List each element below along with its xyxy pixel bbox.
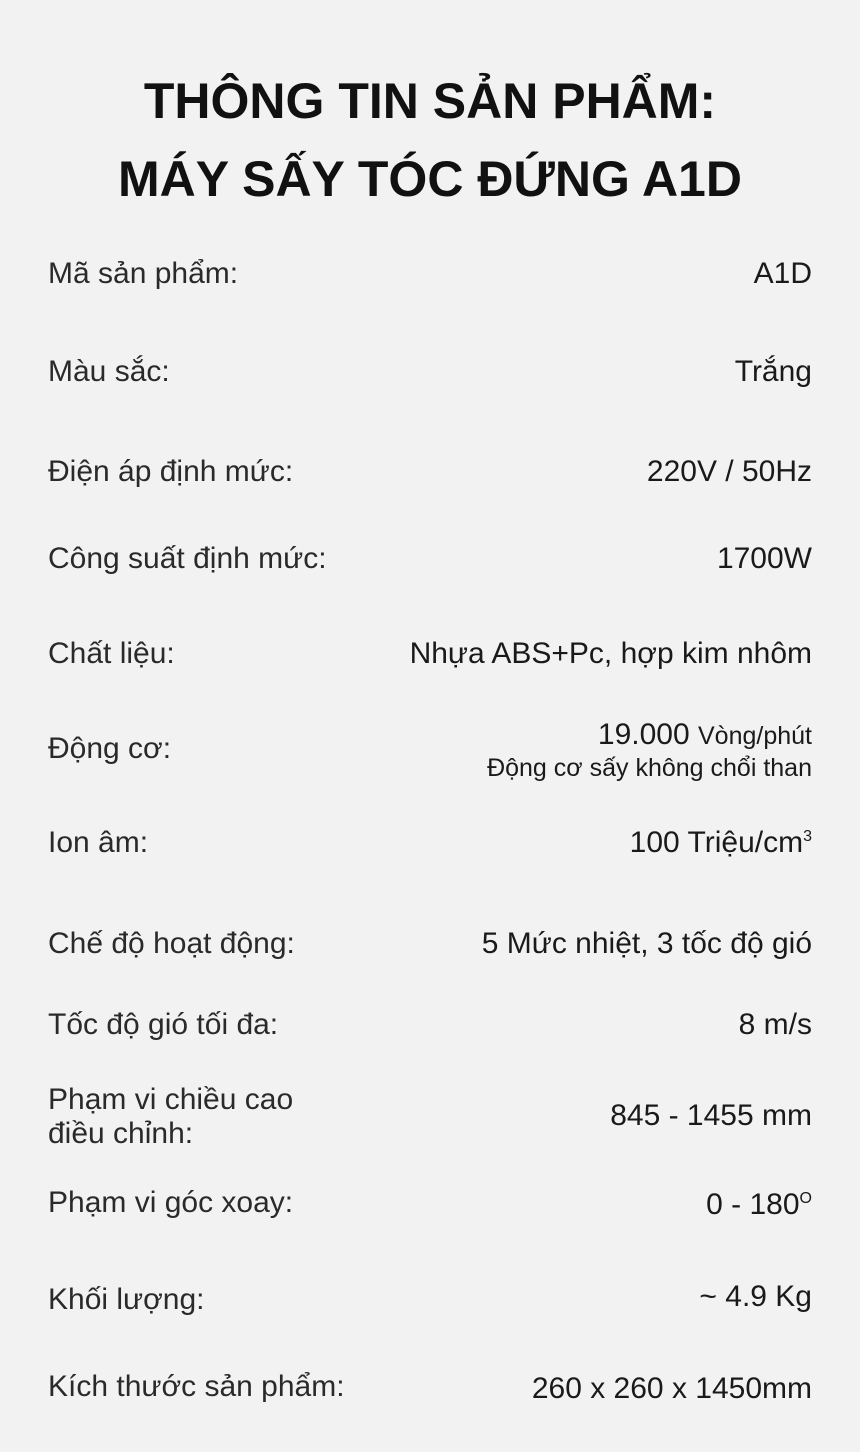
- spec-label: Ion âm:: [48, 826, 149, 859]
- spec-value: $0 - 180^O$: [706, 1188, 812, 1221]
- spec-label: Tốc độ gió tối đa:: [48, 1008, 279, 1041]
- spec-value: 8 m/s: [738, 1008, 812, 1041]
- spec-value: Trắng: [734, 355, 812, 388]
- spec-label: Kích thước sản phẩm:: [48, 1370, 345, 1403]
- spec-value: 1700W: [716, 542, 812, 575]
- spec-label: Công suất định mức:: [48, 542, 327, 575]
- spec-label: Động cơ:: [48, 732, 172, 765]
- spec-label: Màu sắc:: [48, 355, 170, 388]
- spec-value: [487, 718, 812, 783]
- spec-label: Phạm vi góc xoay:: [48, 1186, 294, 1219]
- motor-speed-number: 19.000: [597, 718, 690, 751]
- spec-value: Nhựa ABS+Pc, hợp kim nhôm: [409, 637, 812, 670]
- spec-value: 100 Triệu/$cm^3$: [629, 826, 812, 859]
- spec-value: 260 x 260 x 1450mm: [531, 1372, 812, 1405]
- spec-label: Khối lượng:: [48, 1283, 205, 1316]
- spec-value: A1D: [753, 257, 812, 290]
- page-title-line-2: MÁY SẤY TÓC ĐỨNG A1D: [118, 151, 742, 207]
- degree-symbol: O: [799, 1190, 812, 1207]
- spec-value: 220V / 50Hz: [646, 455, 812, 488]
- spec-label: Điện áp định mức:: [48, 455, 294, 488]
- motor-type: Động cơ sấy không chổi than: [487, 754, 812, 782]
- motor-speed-unit: Vòng/phút: [698, 722, 812, 750]
- page-title-line-1: THÔNG TIN SẢN PHẨM:: [143, 73, 717, 129]
- spec-value: 845 - 1455 mm: [610, 1099, 812, 1132]
- spec-label: Chất liệu:: [48, 637, 175, 670]
- spec-label: Phạm vi chiều cao điều chỉnh:: [48, 1083, 294, 1150]
- spec-value: ~ 4.9 Kg: [699, 1280, 812, 1313]
- spec-value: 5 Mức nhiệt, 3 tốc độ gió: [481, 927, 812, 960]
- spec-label: Chế độ hoạt động:: [48, 927, 295, 960]
- spec-label: Mã sản phẩm:: [48, 257, 239, 290]
- superscript: 3: [803, 828, 812, 845]
